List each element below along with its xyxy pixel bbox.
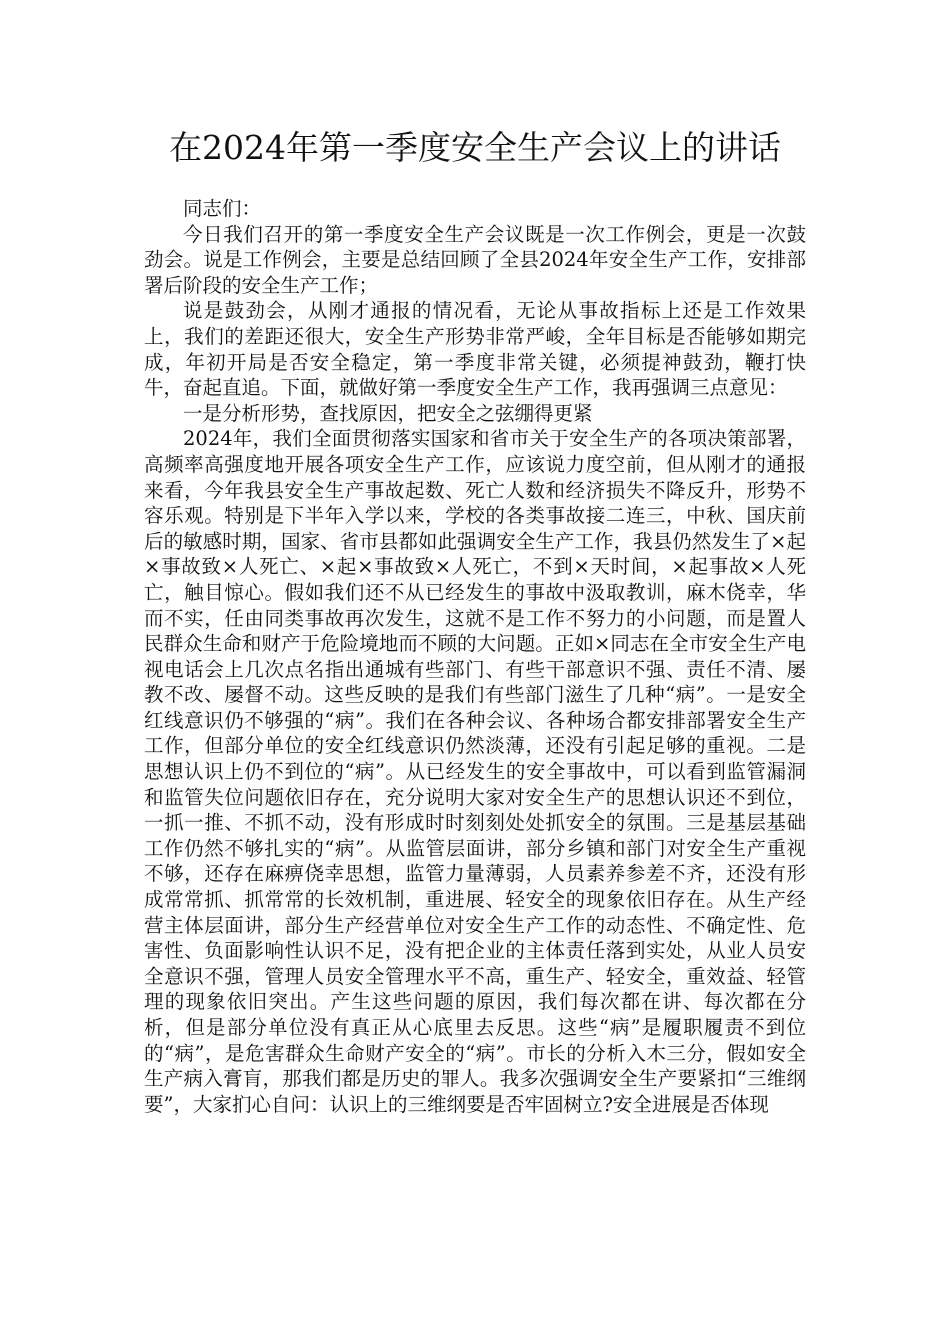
paragraph-encouragement: 说是鼓劲会，从刚才通报的情况看，无论从事故指标上还是工作效果上，我们的差距还很大，安全生产形势非常严峻，全年目标是否能够如期完成，年初开局是否安全稳定，第一季度非常关键，必须提神鼓劲，鞭打快牛，奋起直追。下面，就做好第一季度安全生产工作，我再强调三点意见：	[144, 299, 806, 400]
section-heading-one: 一是分析形势，查找原因，把安全之弦绷得更紧	[183, 401, 593, 425]
paragraph-meeting-intro: 今日我们召开的第一季度安全生产会议既是一次工作例会，更是一次鼓劲会。说是工作例会，主要是总结回顾了全县2024年安全生产工作，安排部署后阶段的安全生产工作；	[144, 222, 806, 297]
paragraph-situation-analysis: 2024年，我们全面贯彻落实国家和省市关于安全生产的各项决策部署，高频率高强度地开展各项安全生产工作，应该说力度空前，但从刚才的通报来看，今年我县安全生产事故起数、死亡人数和经济损失不降反升，形势不容乐观。特别是下半年入学以来，学校的各类事故接二连三，中秋、国庆前后的敏感时期，国家、省市县都如此强调安全生产工作，我县仍然发生了×起×事故致×人死亡、×起×事故致×人死亡，不到×天时间，×起事故×人死亡，触目惊心。假如我们还不从已经发生的事故中汲取教训，麻木侥幸，华而不实，任由同类事故再次发生，这就不是工作不努力的小问题，而是置人民群众生命和财产于危险境地而不顾的大问题。正如×同志在全市安全生产电视电话会上几次点名指出通城有些部门、有些干部意识不强、责任不清、屡教不改、屡督不动。这些反映的是我们有些部门滋生了几种“病”。一是安全红线意识仍不够强的“病”。我们在各种会议、各种场合都安排部署安全生产工作，但部分单位的安全红线意识仍然淡薄，还没有引起足够的重视。二是思想认识上仍不到位的“病”。从已经发生的安全事故中，可以看到监管漏洞和监管失位问题依旧存在，充分说明大家对安全生产的思想认识还不到位，一抓一推、不抓不动，没有形成时时刻刻处处抓安全的氛围。三是基层基础工作仍然不够扎实的“病”。从监管层面讲，部分乡镇和部门对安全生产重视不够，还存在麻痹侥幸思想，监管力量薄弱，人员素养参差不齐，还没有形成常常抓、抓常常的长效机制，重进展、轻安全的现象依旧存在。从生产经营主体层面讲，部分生产经营单位对安全生产工作的动态性、不确定性、危害性、负面影响性认识不足，没有把企业的主体责任落到实处，从业人员安全意识不强，管理人员安全管理水平不高，重生产、轻安全，重效益、轻管理的现象依旧突出。产生这些问题的原因，我们每次都在讲、每次都在分析，但是部分单位没有真正从心底里去反思。这些“病”是履职履责不到位的“病”，是危害群众生命财产安全的“病”。市长的分析入木三分，假如安全生产病入膏肓，那我们都是历史的罪人。我多次强调安全生产要紧扣“三维纲要”，大家扪心自问：认识上的三维纲要是否牢固树立?安全进展是否体现	[144, 427, 806, 1116]
paragraph-salutation: 同志们：	[183, 197, 262, 220]
document-title: 在2024年第一季度安全生产会议上的讲话	[169, 128, 781, 167]
document-body	[144, 196, 806, 1117]
